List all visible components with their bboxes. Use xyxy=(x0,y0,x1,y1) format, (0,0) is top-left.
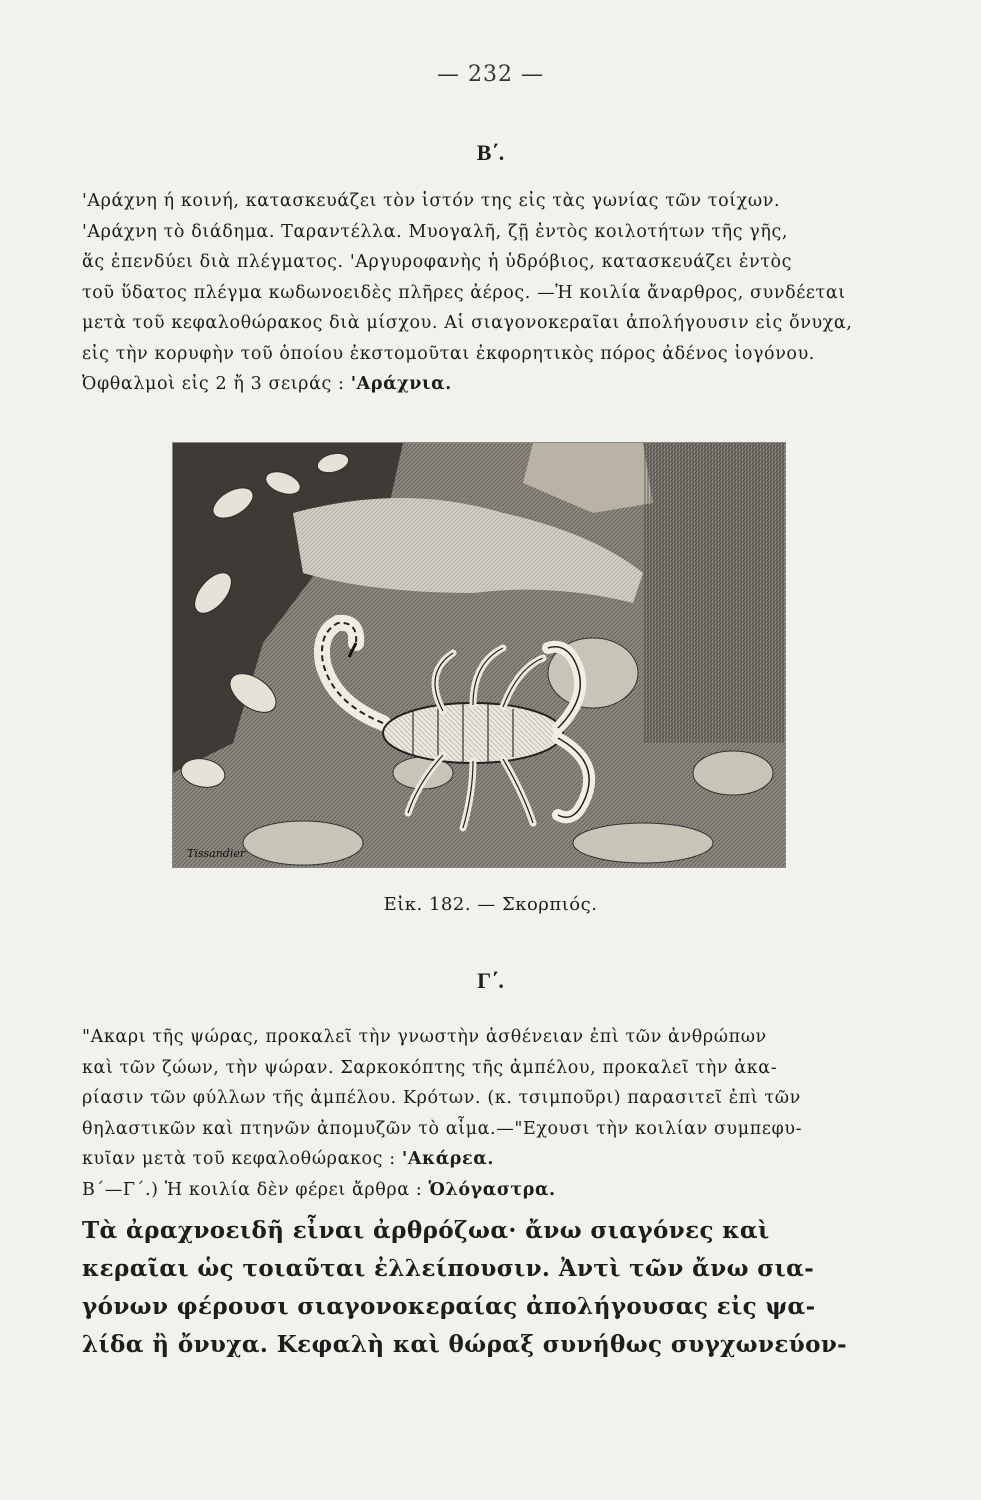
text-line-start: κυῖαν μετὰ τοῦ κεφαλοθώρακος : xyxy=(82,1149,402,1169)
summary-prefix: Β΄—Γ΄.) Ἡ κοιλία δὲν φέρει ἄρθρα : xyxy=(82,1179,429,1200)
text-line: εἰς τὴν κορυφὴν τοῦ ὁποίου ἐκστομοῦται ἐκφορητικὸς πόρος ἀδένος ἰογόνου. xyxy=(82,343,815,364)
text-line xyxy=(82,369,877,400)
closing-line: λίδα ἢ ὄνυχα. Κεφαλὴ καὶ θώραξ συνήθως συγχωνεύον- xyxy=(82,1331,848,1358)
text-line: μετὰ τοῦ κεφαλοθώρακος διὰ μίσχου. Αἱ σιαγονοκεραῖαι ἀπολήγουσιν εἰς ὄνυχα, xyxy=(82,313,853,333)
text-line: θηλαστικῶν καὶ πτηνῶν ἀπομυζῶν τὸ αἷμα.—"Εχουσι τὴν κοιλίαν συμπεφυ- xyxy=(82,1118,803,1139)
text-line: καὶ τῶν ζώων, τὴν ψώραν. Σαρκοκόπτης τῆς ἀμπέλου, προκαλεῖ τὴν ἀκα- xyxy=(82,1057,778,1078)
closing-paragraph xyxy=(82,1212,882,1364)
term-arachnia: 'Αράχνια. xyxy=(350,374,452,394)
page-number: — 232 — xyxy=(437,62,544,87)
scorpion-illustration xyxy=(173,443,785,867)
closing-line: κεραῖαι ὡς τοιαῦται ἐλλείπουσιν. Ἀντὶ τῶν ἄνω σια- xyxy=(82,1255,815,1282)
summary-line xyxy=(82,1175,877,1206)
text-line-start: Ὀφθαλμοὶ εἰς 2 ἤ 3 σειράς : xyxy=(82,374,351,394)
text-line xyxy=(82,1144,877,1175)
section-b-text xyxy=(82,186,877,400)
text-line: 'Αράχνη ή κοινή, κατασκευάζει τὸν ἱστόν της εἰς τὰς γωνίας τῶν τοίχων. xyxy=(82,191,781,211)
section-heading-g: Γ΄. xyxy=(477,968,504,993)
figure-caption: Εἰκ. 182. — Σκορπιός. xyxy=(383,894,598,915)
engraver-signature: Tissandier xyxy=(187,847,246,860)
text-line: ρίασιν τῶν φύλλων τῆς ἀμπέλου. Κρότων. (κ. τσιμποῦρι) παρασιτεῖ ἐπὶ τῶν xyxy=(82,1088,801,1108)
section-g-text xyxy=(82,1022,877,1205)
scorpion-engraving xyxy=(172,442,786,868)
text-line: τοῦ ὕδατος πλέγμα κωδωνοειδὲς πλῆρες ἀέρος. —Ἡ κοιλία ἄναρθρος, συνδέεται xyxy=(82,282,846,303)
text-line: "Ακαρι τῆς ψώρας, προκαλεῖ τὴν γνωστὴν ἀσθένειαν ἐπὶ τῶν ἀνθρώπων xyxy=(82,1027,767,1047)
term-akarea: 'Ακάρεα. xyxy=(401,1149,495,1169)
text-line: 'Αράχνη τὸ διάδημα. Ταραντέλλα. Μυογαλῆ, ζῇ ἐντὸς κοιλοτήτων τῆς γῆς, xyxy=(82,221,789,242)
term-hologastra: Ὁλόγαστρα. xyxy=(428,1179,556,1200)
section-heading-b: Β΄. xyxy=(476,140,505,165)
text-line: ἅς ἐπενδύει διὰ πλέγματος. 'Αργυροφανὴς ἡ ὑδρόβιος, κατασκευάζει ἐντὸς xyxy=(82,252,793,272)
closing-line: Τὰ ἀραχνοειδῆ εἶναι ἀρθρόζωα· ἄνω σιαγόνες καὶ xyxy=(82,1217,770,1244)
closing-line: γόνων φέρουσι σιαγονοκεραίας ἀπολήγουσας εἰς ψα- xyxy=(82,1293,816,1320)
